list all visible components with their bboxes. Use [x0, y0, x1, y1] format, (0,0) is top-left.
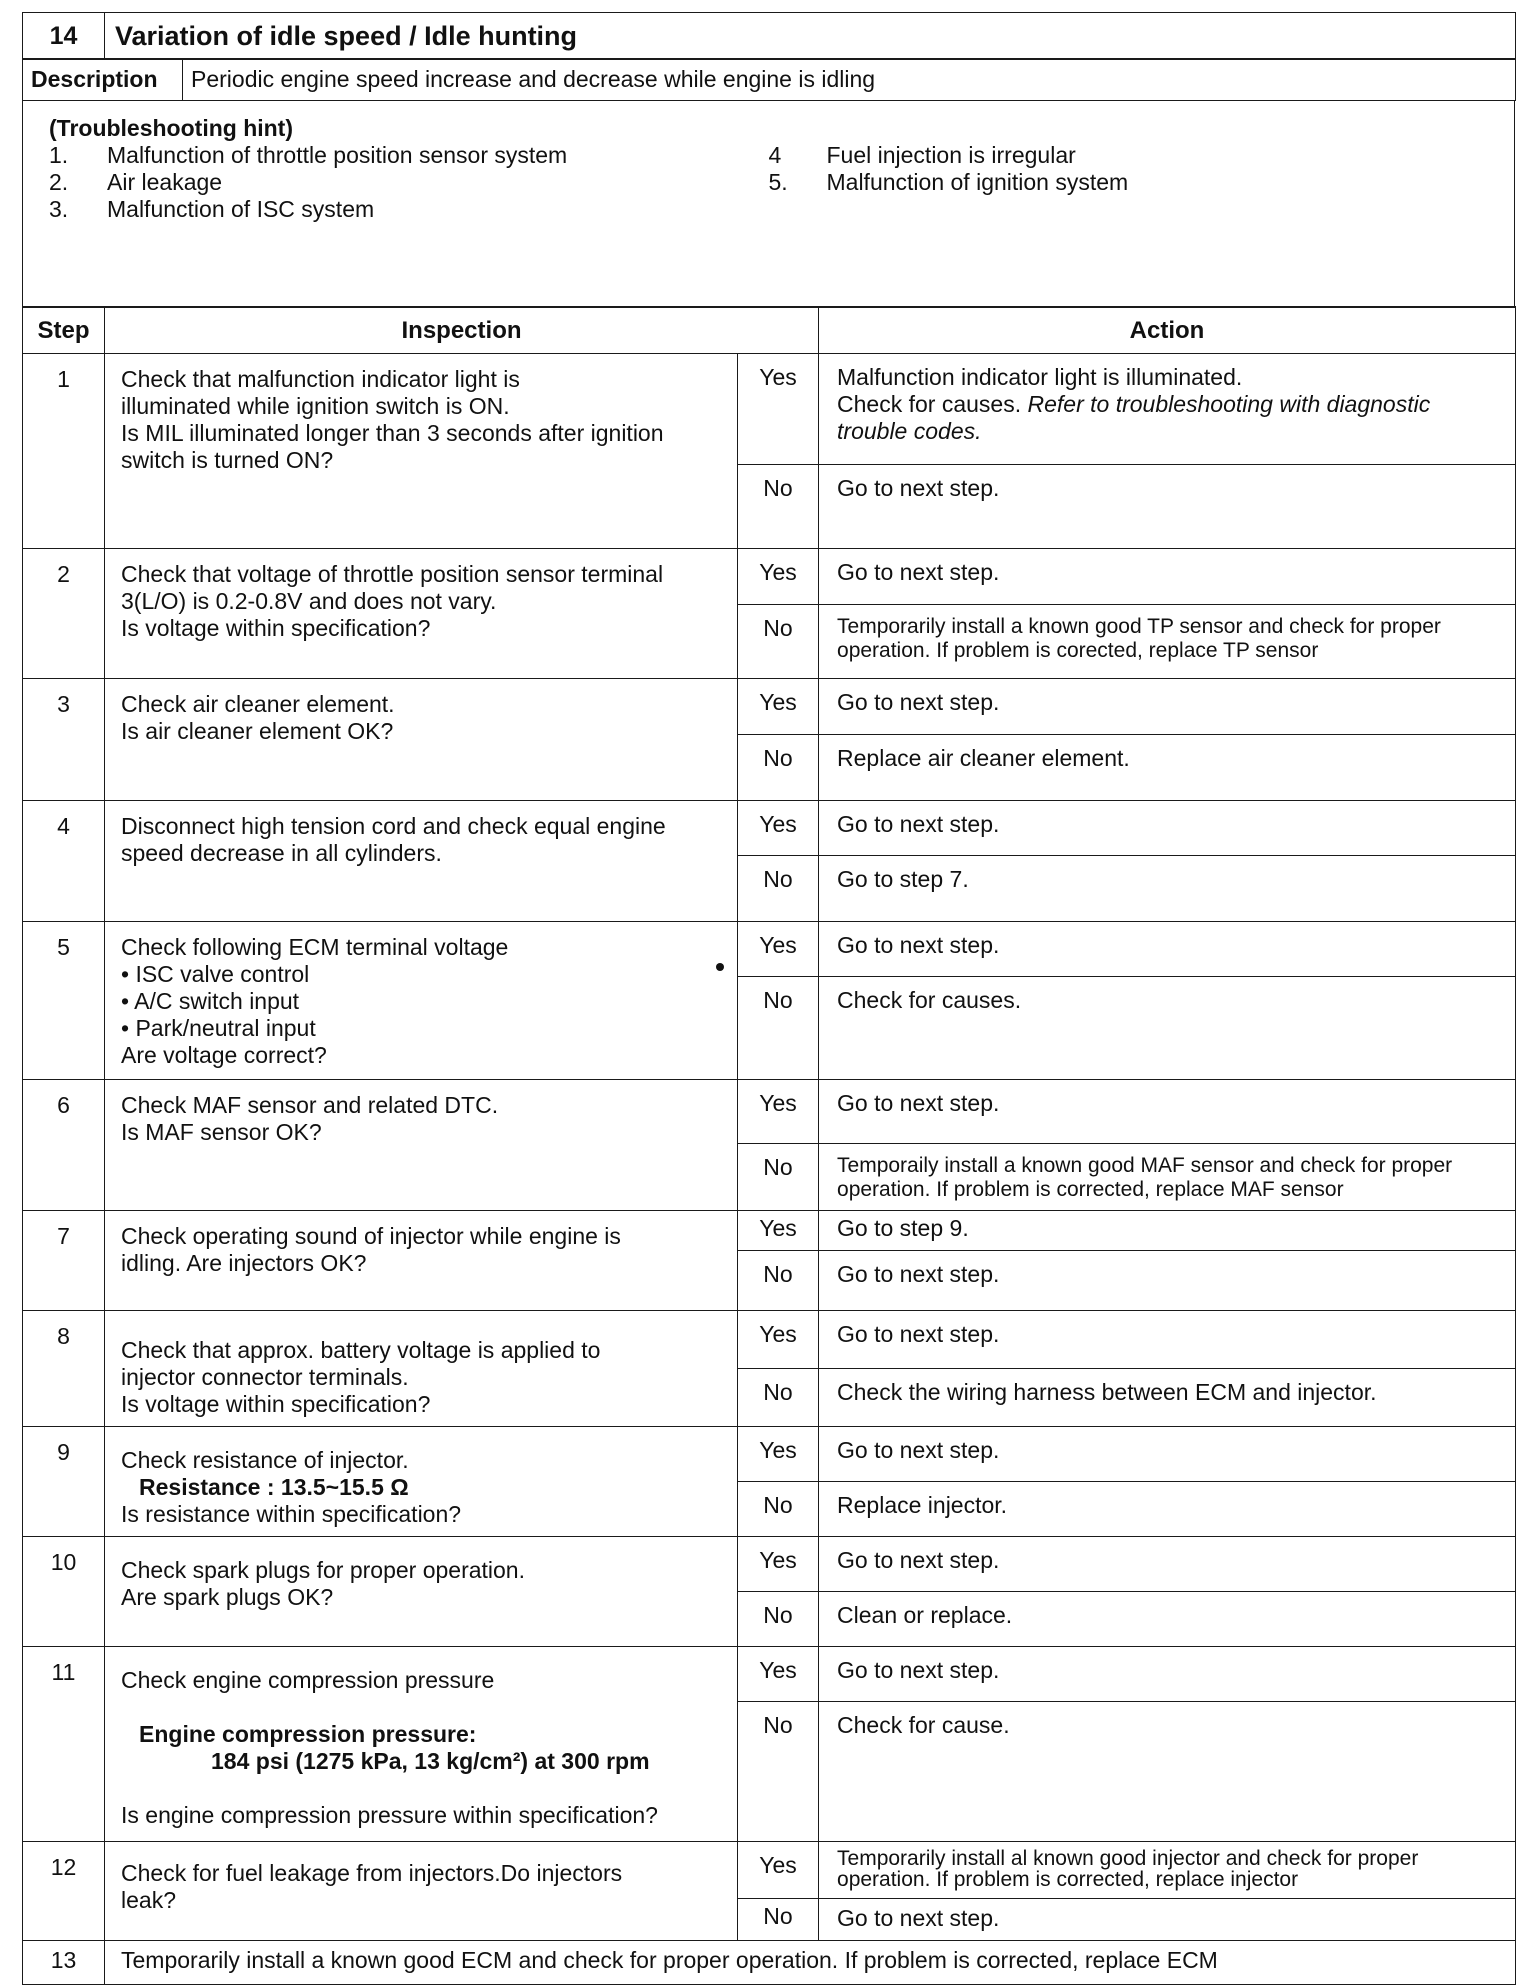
no-action: Go to next step. — [819, 1899, 1516, 1941]
step-number: 2 — [23, 549, 105, 679]
yes-action: Temporarily install al known good injector and check for proper operation. If problem is corrected, replace injector — [819, 1842, 1516, 1899]
table-row — [23, 922, 1516, 977]
no-action: Temporarily install a known good TP sensor and check for proper operation. If problem is corected, replace TP sensor — [819, 605, 1516, 679]
yes-action: Go to next step. — [819, 549, 1516, 605]
step-number: 6 — [23, 1080, 105, 1211]
yes-action: Go to next step. — [819, 679, 1516, 735]
step-inspection: Check air cleaner element. Is air cleaner element OK? — [105, 679, 738, 801]
hints-right-column — [769, 142, 1489, 223]
step-final-action: Temporarily install a known good ECM and check for proper operation. If problem is corrected, replace ECM — [105, 1941, 1516, 1985]
no-action: Clean or replace. — [819, 1592, 1516, 1647]
compression-spec-label: Engine compression pressure: — [139, 1721, 477, 1748]
resistance-spec: Resistance : 13.5~15.5 Ω — [139, 1474, 409, 1501]
table-row — [23, 801, 1516, 856]
step-inspection: Check operating sound of injector while engine is idling. Are injectors OK? — [105, 1211, 738, 1311]
yes-label: Yes — [738, 1211, 819, 1251]
yes-action: Malfunction indicator light is illuminated. Check for causes. Refer to troubleshooting with diagnostic trouble codes. — [819, 354, 1516, 465]
no-action: Temporaily install a known good MAF sensor and check for proper operation. If problem is corrected, replace MAF sensor — [819, 1144, 1516, 1211]
step-number: 12 — [23, 1842, 105, 1941]
yes-action: Go to next step. — [819, 1080, 1516, 1144]
hints-table — [22, 100, 1515, 308]
yes-label: Yes — [738, 1311, 819, 1369]
yes-action: Go to next step. — [819, 1427, 1516, 1482]
description-text: Periodic engine speed increase and decrease while engine is idling — [183, 59, 1516, 101]
hints-title: (Troubleshooting hint) — [49, 114, 294, 141]
no-label: No — [738, 1369, 819, 1427]
no-label: No — [738, 977, 819, 1080]
no-label: No — [738, 1702, 819, 1842]
hint-item: 5. Malfunction of ignition system — [768, 168, 1129, 195]
table-row — [23, 1080, 1516, 1144]
yes-label: Yes — [738, 801, 819, 856]
header-table — [22, 12, 1516, 60]
no-action: Check the wiring harness between ECM and injector. — [819, 1369, 1516, 1427]
table-row — [23, 1941, 1516, 1985]
no-label: No — [738, 735, 819, 801]
table-row — [23, 1842, 1516, 1899]
yes-label: Yes — [738, 1080, 819, 1144]
yes-label: Yes — [738, 922, 819, 977]
step-number: 9 — [23, 1427, 105, 1537]
yes-action: Go to next step. — [819, 801, 1516, 856]
no-action: Check for cause. — [819, 1702, 1516, 1842]
yes-label: Yes — [738, 1427, 819, 1482]
hint-item: 2. Air leakage — [49, 168, 223, 195]
yes-action: Go to next step. — [819, 1537, 1516, 1592]
step-inspection: Disconnect high tension cord and check equal engine speed decrease in all cylinders. — [105, 801, 738, 922]
table-row — [23, 1647, 1516, 1702]
step-inspection: Check that approx. battery voltage is applied to injector connector terminals. Is voltage within specification? — [105, 1311, 738, 1427]
stray-dot — [716, 963, 724, 971]
column-header-action: Action — [819, 307, 1516, 354]
step-inspection: Check that malfunction indicator light is illuminated while ignition switch is ON. Is MIL illuminated longer than 3 seconds after ignition switch is turned ON? — [105, 354, 738, 549]
column-header-step: Step — [23, 307, 105, 354]
step-number: 8 — [23, 1311, 105, 1427]
step-number: 3 — [23, 679, 105, 801]
step-inspection: Check resistance of injector. Resistance : 13.5~15.5 Ω Is resistance within specification? — [105, 1427, 738, 1537]
no-action: Check for causes. — [819, 977, 1516, 1080]
step-inspection: Check engine compression pressure Engine compression pressure: 184 psi (1275 kPa, 13 kg/cm²) at 300 rpm Is engine compression pressure within specification? — [105, 1647, 738, 1842]
no-label: No — [738, 1899, 819, 1941]
no-label: No — [738, 1592, 819, 1647]
table-row — [23, 1311, 1516, 1369]
troubleshooting-hints — [23, 100, 1515, 307]
step-number: 4 — [23, 801, 105, 922]
step-number: 5 — [23, 922, 105, 1080]
yes-label: Yes — [738, 1842, 819, 1899]
description-label: Description — [23, 59, 183, 101]
step-inspection: Check MAF sensor and related DTC. Is MAF sensor OK? — [105, 1080, 738, 1211]
section-number: 14 — [23, 13, 105, 60]
yes-label: Yes — [738, 679, 819, 735]
yes-label: Yes — [738, 354, 819, 465]
step-inspection: Check spark plugs for proper operation. Are spark plugs OK? — [105, 1537, 738, 1647]
table-row — [23, 1427, 1516, 1482]
step-number: 13 — [23, 1941, 105, 1985]
step-number: 11 — [23, 1647, 105, 1842]
yes-action: Go to next step. — [819, 1647, 1516, 1702]
no-label: No — [738, 1251, 819, 1311]
column-header-inspection: Inspection — [105, 307, 819, 354]
no-label: No — [738, 1482, 819, 1537]
yes-action: Go to next step. — [819, 1311, 1516, 1369]
step-number: 10 — [23, 1537, 105, 1647]
troubleshooting-page — [22, 12, 1515, 1985]
yes-action: Go to step 9. — [819, 1211, 1516, 1251]
description-table — [22, 58, 1516, 101]
compression-spec-value: 184 psi (1275 kPa, 13 kg/cm²) at 300 rpm — [211, 1748, 650, 1775]
yes-action: Go to next step. — [819, 922, 1516, 977]
step-inspection: Check for fuel leakage from injectors.Do injectors leak? — [105, 1842, 738, 1941]
step-inspection: Check following ECM terminal voltage • ISC valve control • A/C switch input • Park/neutral input Are voltage correct? — [105, 922, 738, 1080]
table-row — [23, 1211, 1516, 1251]
no-label: No — [738, 1144, 819, 1211]
table-row — [23, 1537, 1516, 1592]
yes-label: Yes — [738, 1537, 819, 1592]
section-title: Variation of idle speed / Idle hunting — [105, 13, 1516, 60]
no-label: No — [738, 605, 819, 679]
yes-label: Yes — [738, 549, 819, 605]
step-number: 1 — [23, 354, 105, 549]
table-row — [23, 549, 1516, 605]
hint-item: 3. Malfunction of ISC system — [49, 195, 375, 222]
no-action: Go to step 7. — [819, 856, 1516, 922]
no-action: Go to next step. — [819, 465, 1516, 549]
step-inspection: Check that voltage of throttle position sensor terminal 3(L/O) is 0.2-0.8V and does not vary. Is voltage within specification? — [105, 549, 738, 679]
hint-item: 1. Malfunction of throttle position sensor system — [49, 141, 568, 168]
steps-table — [22, 306, 1516, 1985]
no-action: Go to next step. — [819, 1251, 1516, 1311]
no-label: No — [738, 856, 819, 922]
no-action: Replace air cleaner element. — [819, 735, 1516, 801]
table-row — [23, 354, 1516, 465]
no-label: No — [738, 465, 819, 549]
step-number: 7 — [23, 1211, 105, 1311]
hint-item: 4 Fuel injection is irregular — [768, 141, 1076, 168]
yes-label: Yes — [738, 1647, 819, 1702]
hints-left-column — [49, 142, 769, 223]
table-row — [23, 679, 1516, 735]
no-action: Replace injector. — [819, 1482, 1516, 1537]
